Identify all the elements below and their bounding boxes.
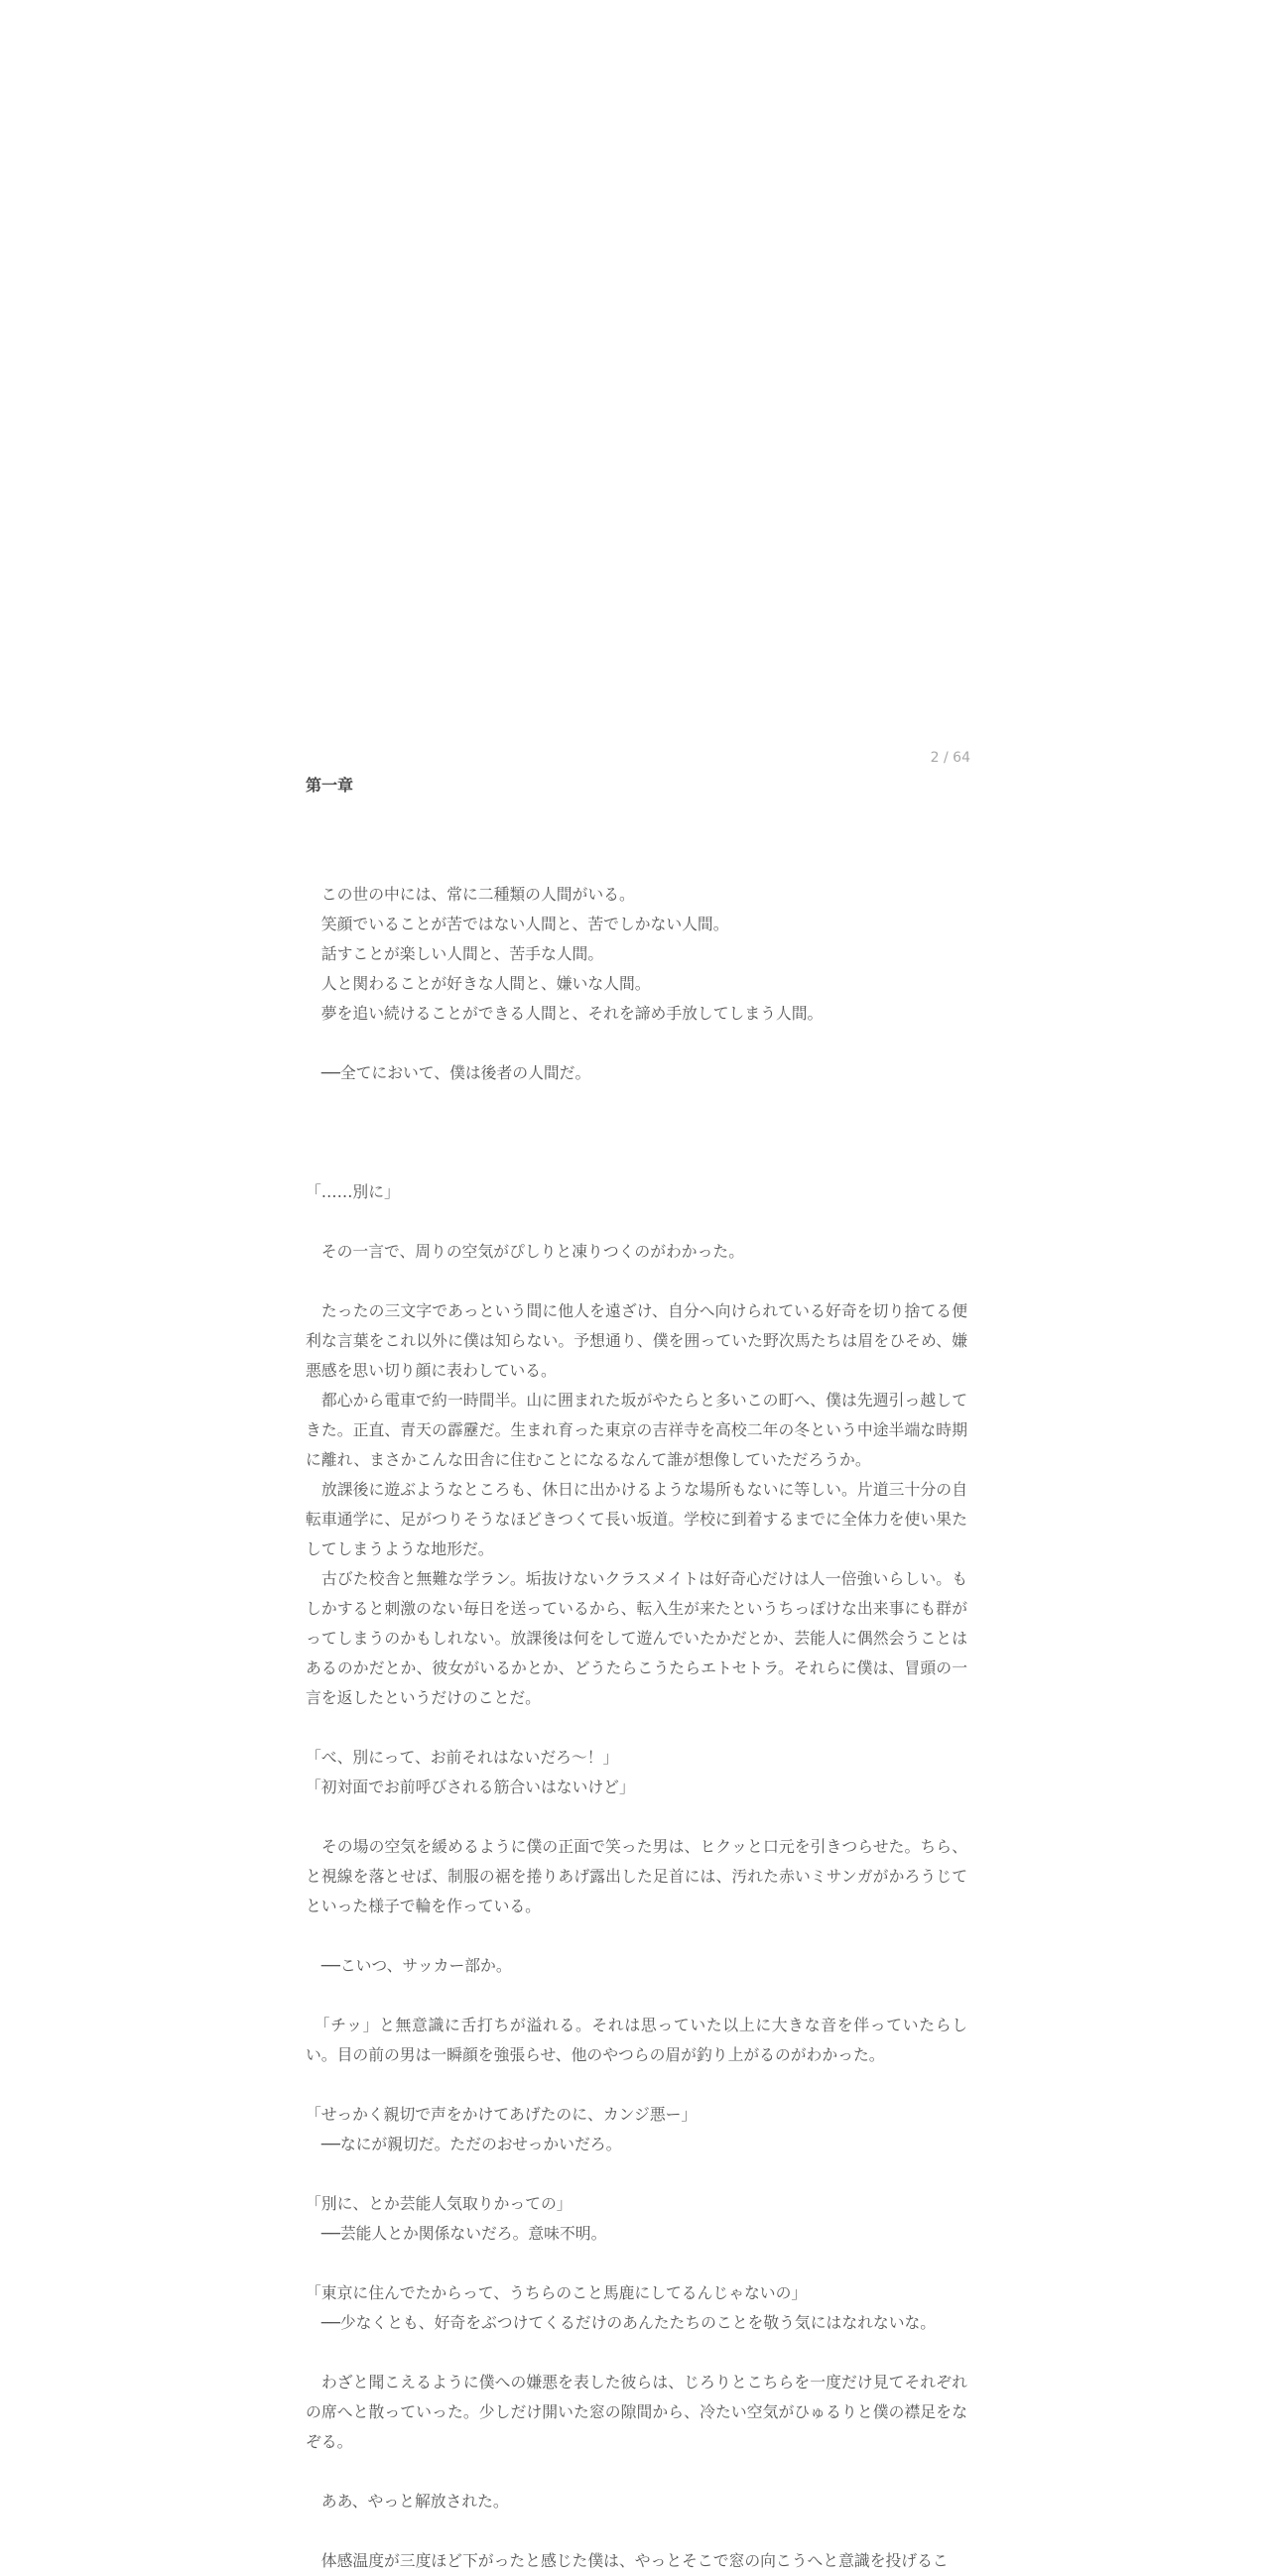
paragraph: 笑顔でいることが苦ではない人間と、苦でしかない人間。 bbox=[306, 915, 729, 933]
paragraph: その一言で、周りの空気がぴしりと凍りつくのがわかった。 bbox=[306, 1242, 744, 1261]
chapter-title: 第一章 bbox=[306, 776, 354, 795]
paragraph: 夢を追い続けることができる人間と、それを諦め手放してしまう人間。 bbox=[306, 1004, 824, 1023]
paragraph: ──全てにおいて、僕は後者の人間だ。 bbox=[306, 1063, 591, 1082]
paragraph: 体感温度が三度ほど下がったと感じた僕は、やっとそこで窓の向こうへと意識を投げるこ bbox=[306, 2551, 949, 2570]
blank-line bbox=[306, 2338, 967, 2368]
blank-line bbox=[306, 1802, 967, 1832]
paragraph: ──なにが親切だ。ただのおせっかいだろ。 bbox=[306, 2135, 622, 2153]
paragraph: その場の空気を緩めるように僕の正面で笑った男は、ヒクッと口元を引きつらせた。ちら、と視線を落とせば、制服の裾を捲りあげ露出した足首には、汚れた赤いミサンガがかろうじてといった様子で輪を作っている。 bbox=[306, 1837, 967, 1915]
paragraph: ──芸能人とか関係ないだろ。意味不明。 bbox=[306, 2224, 607, 2243]
paragraph: わざと聞こえるように僕への嫌悪を表した彼らは、じろりとこちらを一度だけ見てそれぞれの席へと散っていった。少しだけ開いた窓の隙間から、冷たい空気がひゅるりと僕の襟足をなぞる。 bbox=[306, 2373, 967, 2451]
paragraph: 都心から電車で約一時間半。山に囲まれた坂がやたらと多いこの町へ、僕は先週引っ越してきた。正直、青天の霹靂だ。生まれ育った東京の吉祥寺を高校二年の冬という中途半端な時期に離れ、まさかこんな田舎に住むことになるなんて誰が想像していただろうか。 bbox=[306, 1391, 967, 1469]
paragraph: 「初対面でお前呼びされる筋合いはないけど」 bbox=[306, 1778, 635, 1796]
paragraph: 「せっかく親切で声をかけてあげたのに、カンジ悪ー」 bbox=[306, 2105, 698, 2124]
blank-line bbox=[306, 850, 967, 880]
paragraph: ああ、やっと解放された。 bbox=[306, 2492, 509, 2511]
blank-line bbox=[306, 1148, 967, 1177]
blank-line bbox=[306, 1207, 967, 1237]
paragraph: 話すことが楽しい人間と、苦手な人間。 bbox=[306, 944, 604, 963]
blank-line bbox=[306, 1088, 967, 1118]
paragraph: 放課後に遊ぶようなところも、休日に出かけるような場所もないに等しい。片道三十分の自転車通学に、足がつりそうなほどきつくて長い坂道。学校に到着するまでに全体力を使い果たしてしまうような地形だ。 bbox=[306, 1480, 967, 1558]
paragraph: ──こいつ、サッカー部か。 bbox=[306, 1956, 512, 1975]
paragraph: 古びた校舎と無難な学ラン。垢抜けないクラスメイトは好奇心だけは人一倍強いらしい。もしかすると刺激のない毎日を送っているから、転入生が来たというちっぽけな出来事にも群がってしまうのかもしれない。放課後は何をして遊んでいたかだとか、芸能人に偶然会うことはあるのかだとか、彼女がいるかとか、どうたらこうたらエトセトラ。それらに僕は、冒頭の一言を返したというだけのことだ。 bbox=[306, 1569, 967, 1707]
page-number-indicator: 2 / 64 bbox=[930, 750, 970, 766]
paragraph: ──少なくとも、好奇をぶつけてくるだけのあんたたちのことを敬う気にはなれないな。 bbox=[306, 2313, 937, 2332]
blank-line bbox=[306, 2159, 967, 2189]
chapter-body-text bbox=[306, 850, 967, 2576]
blank-line bbox=[306, 2516, 967, 2546]
paragraph: 「東京に住んでたからって、うちらのこと馬鹿にしてるんじゃないの」 bbox=[306, 2283, 808, 2302]
paragraph: たったの三文字であっという間に他人を遠ざけ、自分へ向けられている好奇を切り捨てる便利な言葉をこれ以外に僕は知らない。予想通り、僕を囲っていた野次馬たちは眉をひそめ、嫌悪感を思い切り顔に表わしている。 bbox=[306, 1301, 967, 1380]
paragraph: 人と関わることが好きな人間と、嫌いな人間。 bbox=[306, 974, 651, 993]
blank-line bbox=[306, 2457, 967, 2487]
blank-line bbox=[306, 1921, 967, 1951]
blank-line bbox=[306, 1713, 967, 1743]
paragraph: 「べ、別にって、お前それはないだろ〜！」 bbox=[306, 1748, 619, 1767]
blank-line bbox=[306, 1029, 967, 1058]
paragraph: この世の中には、常に二種類の人間がいる。 bbox=[306, 885, 635, 904]
blank-line bbox=[306, 1118, 967, 1148]
paragraph: 「チッ」と無意識に舌打ちが溢れる。それは思っていた以上に大きな音を伴っていたらしい。目の前の男は一瞬顔を強張らせ、他のやつらの眉が釣り上がるのがわかった。 bbox=[306, 2016, 967, 2064]
paragraph: 「……別に」 bbox=[306, 1182, 400, 1201]
paragraph: 「別に、とか芸能人気取りかっての」 bbox=[306, 2194, 573, 2213]
blank-line bbox=[306, 2249, 967, 2278]
blank-line bbox=[306, 1267, 967, 1296]
blank-line bbox=[306, 2070, 967, 2100]
blank-line bbox=[306, 1981, 967, 2011]
